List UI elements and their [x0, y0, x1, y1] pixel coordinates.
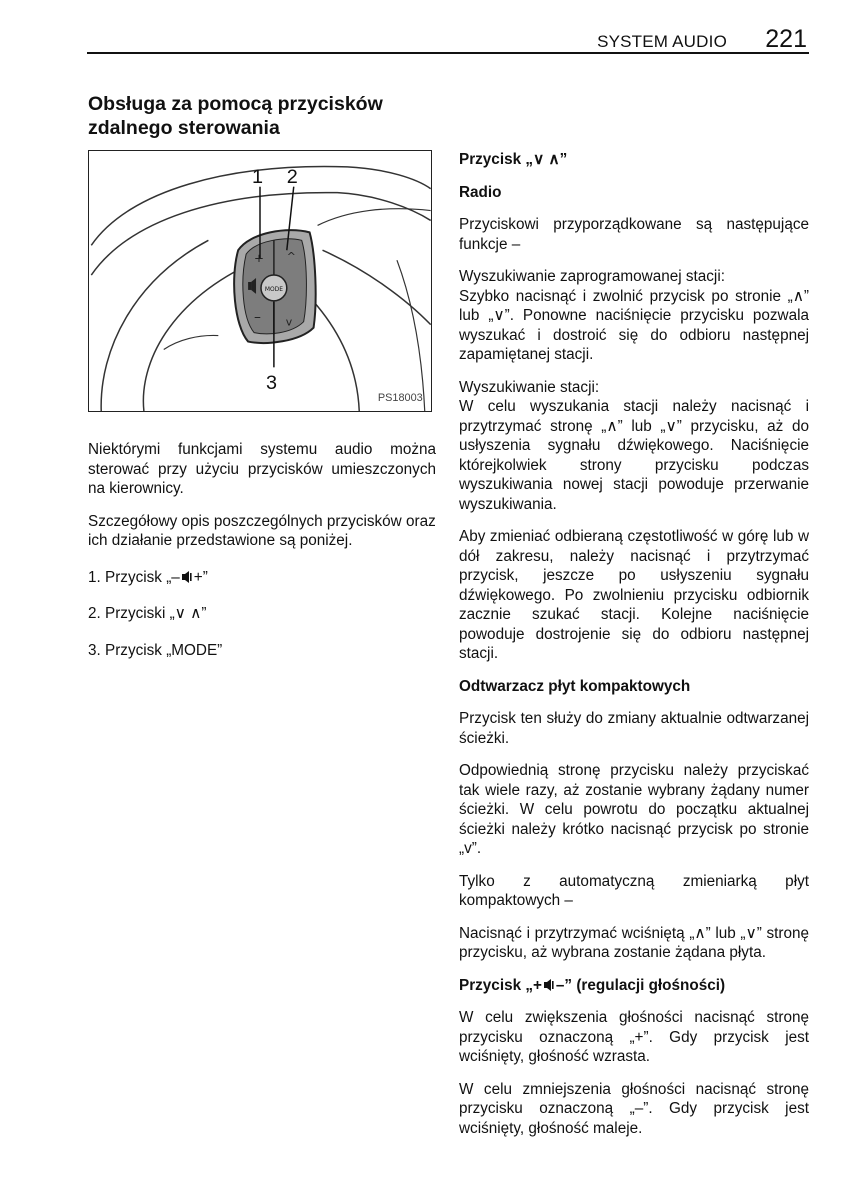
mode-button-label: MODE [264, 285, 283, 293]
subheading-cd-player: Odtwarzacz płyt kompaktowych [459, 677, 691, 695]
paragraph: Nacisnąć i przytrzymać wciśniętą „∧” lub „∨” stronę przycisku, aż wybrana zostanie żądana płyta. [459, 924, 809, 961]
subheading-volume-button [459, 976, 809, 996]
speaker-icon [182, 571, 192, 583]
section-heading: Obsługa za pomocą przycisków zdalnego sterowania [88, 93, 383, 139]
steering-wheel-illustration [88, 150, 432, 412]
header-rule [87, 52, 809, 54]
section-title: SYSTEM AUDIO [597, 32, 727, 51]
svg-text:v: v [285, 315, 293, 329]
list-item-mode-button: 3. Przycisk „MODE” [88, 641, 223, 659]
left-column [88, 440, 436, 677]
paragraph: W celu zmniejszenia głośności nacisnąć stronę przycisku oznaczoną „–”. Gdy przycisk jest wciśnięty, głośność maleje. [459, 1080, 809, 1137]
figure-code: PS18003 [377, 392, 423, 405]
paragraph: Przycisk ten służy do zmiany aktualnie odtwarzanej ścieżki. [459, 710, 809, 747]
paragraph-lead: Wyszukiwanie stacji: [459, 378, 600, 396]
svg-text:+: + [254, 251, 265, 266]
svg-text:^: ^ [286, 250, 296, 264]
subheading-text: –” (regulacji głośności) [555, 976, 726, 994]
subheading-radio: Radio [459, 183, 502, 201]
paragraph: Przyciskowi przyporządkowane są następujące funkcje – [459, 216, 809, 253]
paragraph-lead: Wyszukiwanie zaprogramowanej stacji: [459, 268, 725, 285]
list-item-text: +” [193, 568, 208, 586]
svg-text:–: – [254, 309, 261, 326]
right-column [459, 150, 809, 1151]
paragraph [459, 267, 809, 365]
callout-2: 2 [286, 165, 298, 188]
paragraph: Odpowiednią stronę przycisku należy przyciskać tak wiele razy, aż zostanie wybrany żądany numer ścieżki. W celu powrotu do początku aktualnej ścieżki należy krótko nacisnąć przycisk po stronie „v”. [459, 762, 809, 857]
description-paragraph: Szczegółowy opis poszczególnych przycisków oraz ich działanie przedstawione są poniżej. [88, 512, 436, 549]
callout-1: 1 [252, 165, 264, 188]
paragraph: W celu zwiększenia głośności nacisnąć stronę przycisku oznaczoną „+”. Gdy przycisk jest wciśnięty, głośność wzrasta. [459, 1009, 809, 1065]
callout-3: 3 [265, 372, 277, 395]
paragraph: Aby zmieniać odbieraną częstotliwość w górę lub w dół zakresu, należy nacisnąć i przytrzymać przycisk, jeszcze po usłyszeniu sygnału dźwiękowego. Po zwolnieniu przycisku odbiornik zacznie szukać stacji. Kolejne naciśnięcie powoduje dostrojenie się do odbioru następnej stacji. [459, 528, 809, 662]
subheading-text: Przycisk „+ [459, 976, 542, 994]
speaker-icon [544, 979, 554, 991]
page-number: 221 [765, 25, 807, 53]
list-item-seek-buttons: 2. Przyciski „∨ ∧” [88, 605, 207, 622]
list-item-volume-button [88, 568, 436, 588]
paragraph-body: W celu wyszukania stacji należy nacisnąć i przytrzymać stronę „∧” lub „∨” przycisku, aż do usłyszenia sygnału dźwiękowego. Naciśnięcie którejkolwiek strony przycisku podczas wyszukiwania nowej stacji powoduje przerwanie wyszukiwania. [459, 398, 809, 513]
list-item-text: 1. Przycisk „– [88, 568, 180, 586]
subheading-seek-button: Przycisk „∨ ∧” [459, 151, 568, 168]
paragraph [459, 378, 809, 515]
paragraph-body: Szybko nacisnąć i zwolnić przycisk po stronie „∧” lub „∨”. Ponowne naciśnięcie przycisku pozwala wyszukać i dostroić się do odbioru następnej zapamiętanej stacji. [459, 287, 809, 363]
intro-paragraph: Niektórymi funkcjami systemu audio można sterować przy użyciu przycisków umieszczonych na kierownicy. [88, 441, 436, 497]
paragraph: Tylko z automatyczną zmieniarką płyt kompaktowych – [459, 872, 809, 909]
